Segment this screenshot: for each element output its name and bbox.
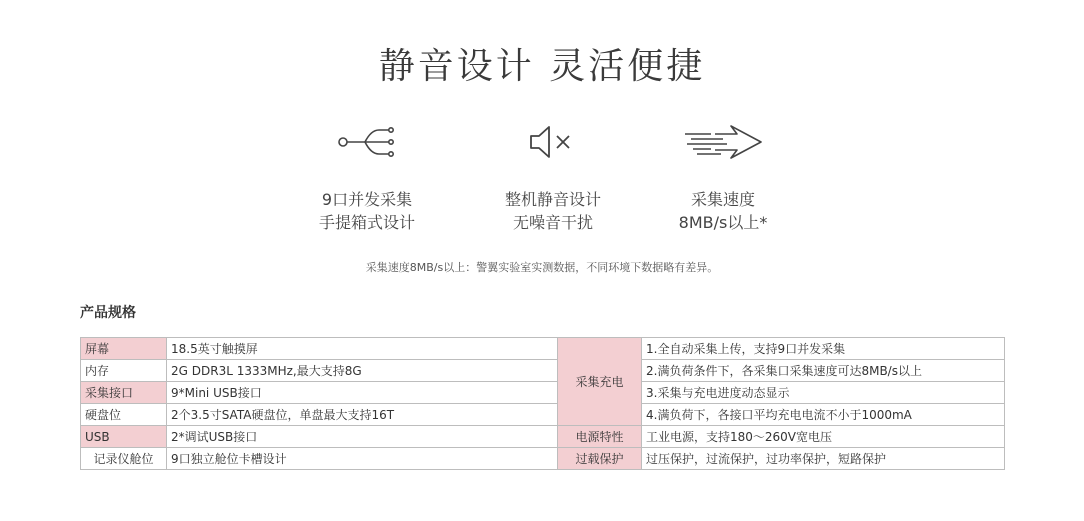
- feature-line: 整机静音设计: [504, 190, 601, 209]
- feature-line: 采集速度: [690, 190, 755, 209]
- spec-label: 内存: [81, 360, 167, 382]
- table-row: [81, 404, 1005, 426]
- spec-value: 3.采集与充电进度动态显示: [642, 382, 1005, 404]
- spec-value: 18.5英寸触摸屏: [167, 338, 558, 360]
- spec-value: 2*调试USB接口: [167, 426, 558, 448]
- feature-collection-speed: [633, 118, 813, 234]
- spec-table: [80, 337, 1005, 470]
- spec-value: 2个3.5寸SATA硬盘位，单盘最大支持16T: [167, 404, 558, 426]
- spec-label: 采集接口: [81, 382, 167, 404]
- spec-value: 2.满负荷条件下，各采集口采集速度可达8MB/s以上: [642, 360, 1005, 382]
- page-title: 静音设计 灵活便捷: [378, 46, 706, 87]
- feature-line: 手提箱式设计: [318, 213, 415, 232]
- feature-silent-design: [463, 118, 643, 234]
- spec-value: 9*Mini USB接口: [167, 382, 558, 404]
- table-row: [81, 448, 1005, 470]
- spec-label: 记录仪舱位: [81, 448, 167, 470]
- feature-line: 8MB/s以上*: [678, 213, 768, 232]
- mute-speaker-icon: [463, 118, 643, 166]
- spec-value: 4.满负荷下，各接口平均充电电流不小于1000mA: [642, 404, 1005, 426]
- spec-value: 过压保护，过流保护，过功率保护，短路保护: [642, 448, 1005, 470]
- spec-value: 2G DDR3L 1333MHz,最大支持8G: [167, 360, 558, 382]
- table-row: [81, 426, 1005, 448]
- spec-label: 硬盘位: [81, 404, 167, 426]
- spec-label: 屏幕: [81, 338, 167, 360]
- spec-value: 9口独立舱位卡槽设计: [167, 448, 558, 470]
- table-row: [81, 382, 1005, 404]
- speed-arrow-icon: [633, 118, 813, 166]
- feature-line: 9口并发采集: [321, 190, 413, 209]
- branch-usb-icon: [277, 118, 457, 166]
- feature-concurrent-collection: [277, 118, 457, 234]
- table-row: [81, 360, 1005, 382]
- spec-label: USB: [81, 426, 167, 448]
- table-row: [81, 338, 1005, 360]
- spec-title: 产品规格: [80, 305, 136, 321]
- spec-label: 电源特性: [558, 426, 642, 448]
- spec-value: 1.全自动采集上传，支持9口并发采集: [642, 338, 1005, 360]
- spec-group-label: 采集充电: [558, 338, 642, 426]
- speed-footnote: 采集速度8MB/s以上：警翼实验室实测数据，不同环境下数据略有差异。: [365, 261, 719, 274]
- spec-label: 过载保护: [558, 448, 642, 470]
- spec-value: 工业电源，支持180～260V宽电压: [642, 426, 1005, 448]
- feature-line: 无噪音干扰: [512, 213, 593, 232]
